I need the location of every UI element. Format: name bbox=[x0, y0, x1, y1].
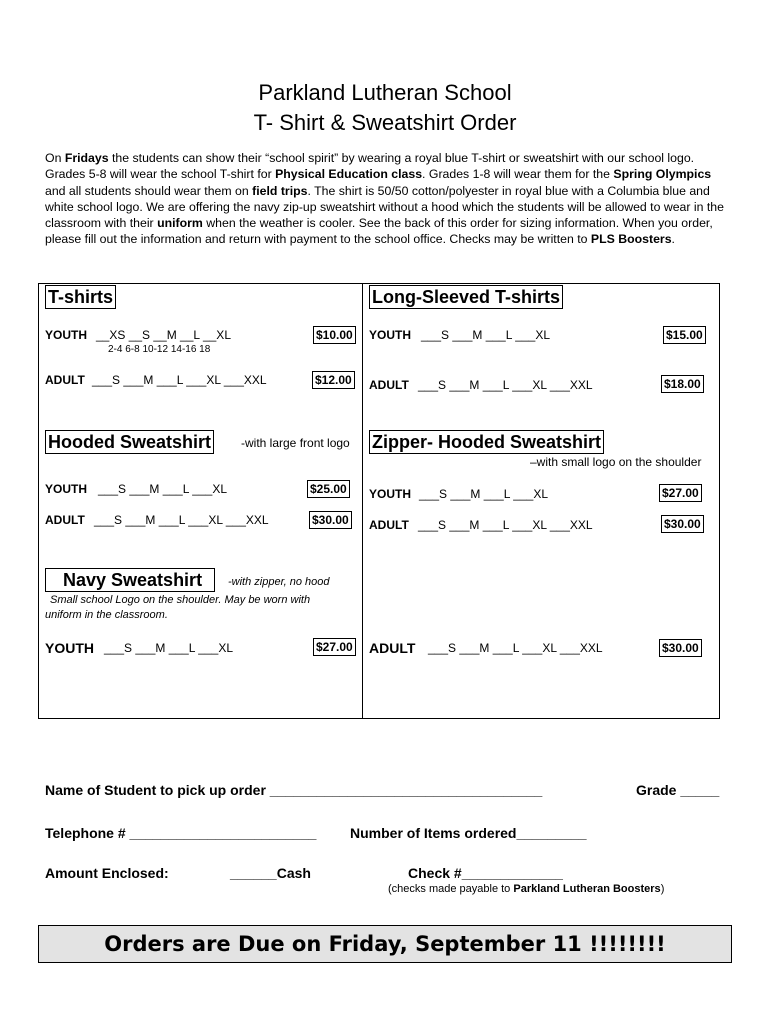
navy-adult-sizes[interactable]: ___S ___M ___L ___XL ___XXL bbox=[428, 641, 603, 655]
due-date-banner: Orders are Due on Friday, September 11 !!!!!!!! bbox=[38, 925, 732, 963]
tshirts-adult-label: ADULT bbox=[45, 373, 85, 387]
hooded-adult-sizes[interactable]: ___S ___M ___L ___XL ___XXL bbox=[94, 513, 269, 527]
tshirts-youth-price: $10.00 bbox=[313, 326, 356, 344]
hooded-youth-sizes[interactable]: ___S ___M ___L ___XL bbox=[98, 482, 227, 496]
hooded-title: Hooded Sweatshirt bbox=[45, 430, 214, 454]
hooded-youth-price: $25.00 bbox=[307, 480, 350, 498]
hooded-adult-price: $30.00 bbox=[309, 511, 352, 529]
zipper-note: –with small logo on the shoulder bbox=[530, 455, 702, 469]
longsleeve-adult-price: $18.00 bbox=[661, 375, 704, 393]
longsleeve-youth-sizes[interactable]: ___S ___M ___L ___XL bbox=[421, 328, 550, 342]
intro-paragraph: On Fridays the students can show their “school spirit” by wearing a royal blue T-shirt or sweatshirt with our school logo. Grades 5-8 will wear the school T-shirt for Physical Education class. Grades 1-8 will wear them for the Spring Olympics and all students should wear them on field trips. The shirt is 50/50 cotton/polyester in royal blue with a Columbia blue and white school logo. We are offering the navy zip-up sweatshirt without a hood which the students will be allowed to wear in the classroom with their uniform when the weather is cooler. See the back of this order for sizing information. When you order, please fill out the information and return with payment to the school office. Checks may be written to PLS Boosters. bbox=[45, 151, 724, 247]
navy-youth-label: YOUTH bbox=[45, 640, 94, 656]
longsleeve-adult-label: ADULT bbox=[369, 378, 409, 392]
navy-description-line2: uniform in the classroom. bbox=[45, 609, 168, 621]
longsleeve-title: Long-Sleeved T-shirts bbox=[369, 285, 563, 309]
tshirts-youth-size-numbers: 2-4 6-8 10-12 14-16 18 bbox=[108, 344, 211, 355]
student-name-field[interactable]: Name of Student to pick up order ___________________________________ bbox=[45, 782, 543, 798]
cash-field[interactable]: ______Cash bbox=[230, 865, 311, 881]
zipper-adult-sizes[interactable]: ___S ___M ___L ___XL ___XXL bbox=[418, 518, 593, 532]
tshirts-adult-price: $12.00 bbox=[312, 371, 355, 389]
grid-divider bbox=[362, 283, 363, 718]
navy-adult-price: $30.00 bbox=[659, 639, 702, 657]
tshirts-adult-sizes[interactable]: ___S ___M ___L ___XL ___XXL bbox=[92, 373, 267, 387]
check-payable-note: (checks made payable to Parkland Lutheran Boosters) bbox=[388, 883, 665, 895]
telephone-field[interactable]: Telephone # ________________________ bbox=[45, 825, 317, 841]
items-ordered-field[interactable]: Number of Items ordered_________ bbox=[350, 825, 587, 841]
navy-youth-sizes[interactable]: ___S ___M ___L ___XL bbox=[104, 641, 233, 655]
longsleeve-youth-label: YOUTH bbox=[369, 328, 411, 342]
hooded-youth-label: YOUTH bbox=[45, 482, 87, 496]
school-name: Parkland Lutheran School bbox=[258, 80, 512, 105]
navy-title: Navy Sweatshirt bbox=[45, 568, 215, 592]
navy-adult-label: ADULT bbox=[369, 640, 416, 656]
hooded-note: -with large front logo bbox=[241, 436, 350, 450]
navy-youth-price: $27.00 bbox=[313, 638, 356, 656]
longsleeve-adult-sizes[interactable]: ___S ___M ___L ___XL ___XXL bbox=[418, 378, 593, 392]
check-number-field[interactable]: Check #_____________ bbox=[408, 865, 563, 881]
zipper-adult-price: $30.00 bbox=[661, 515, 704, 533]
tshirts-youth-sizes[interactable]: __XS __S __M __L __XL bbox=[96, 328, 231, 342]
zipper-title: Zipper- Hooded Sweatshirt bbox=[369, 430, 604, 454]
navy-note: -with zipper, no hood bbox=[228, 576, 330, 588]
grade-field[interactable]: Grade _____ bbox=[636, 782, 720, 798]
hooded-adult-label: ADULT bbox=[45, 513, 85, 527]
zipper-youth-label: YOUTH bbox=[369, 487, 411, 501]
zipper-adult-label: ADULT bbox=[369, 518, 409, 532]
tshirts-title: T-shirts bbox=[45, 285, 116, 309]
zipper-youth-price: $27.00 bbox=[659, 484, 702, 502]
page-title: T- Shirt & Sweatshirt Order bbox=[253, 110, 517, 135]
zipper-youth-sizes[interactable]: ___S ___M ___L ___XL bbox=[419, 487, 548, 501]
tshirts-youth-label: YOUTH bbox=[45, 328, 87, 342]
amount-enclosed-label: Amount Enclosed: bbox=[45, 865, 169, 881]
longsleeve-youth-price: $15.00 bbox=[663, 326, 706, 344]
navy-description-line1: Small school Logo on the shoulder. May be worn with bbox=[50, 594, 311, 606]
